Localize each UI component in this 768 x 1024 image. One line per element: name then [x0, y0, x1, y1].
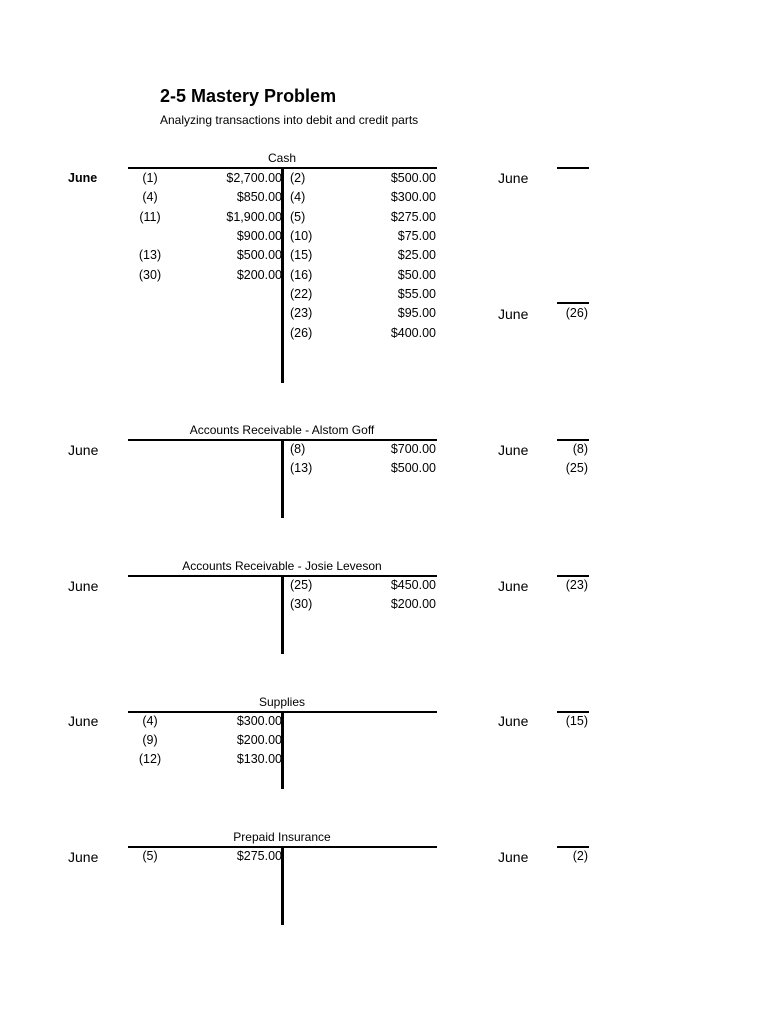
credit-amount: $50.00 [397, 268, 436, 282]
debit-ref: (11) [139, 210, 161, 224]
month-label-right: June [498, 442, 529, 458]
debit-amount: $1,900.00 [226, 210, 282, 224]
debit-amount: $850.00 [236, 190, 282, 204]
month-label: June [68, 442, 99, 458]
debit-ref: (1) [142, 171, 158, 185]
credit-ref: (25) [290, 578, 313, 592]
debit-amount: $2,700.00 [226, 171, 282, 185]
credit-amount: $450.00 [390, 578, 436, 592]
credit-amount: $55.00 [397, 287, 436, 301]
credit-ref: (16) [290, 268, 313, 282]
month-label: June [68, 849, 99, 865]
credit-ref: (2) [290, 171, 306, 185]
month-label-right: June [498, 170, 529, 186]
debit-ref: (9) [142, 733, 158, 747]
right-ref: (15) [565, 714, 588, 728]
t-account-divider [281, 577, 284, 654]
account-title: Cash [267, 151, 296, 165]
credit-amount: $700.00 [390, 442, 436, 456]
debit-ref: (12) [138, 752, 162, 766]
credit-ref: (15) [290, 248, 313, 262]
right-ref: (23) [565, 578, 588, 592]
credit-amount: $300.00 [390, 190, 436, 204]
account-title: Accounts Receivable - Josie Leveson [182, 559, 382, 573]
debit-amount: $300.00 [236, 714, 282, 728]
right-ref: (26) [565, 306, 588, 320]
credit-ref: (26) [290, 326, 313, 340]
month-label-right: June [498, 713, 529, 729]
credit-amount: $25.00 [397, 248, 436, 262]
t-account-divider [281, 441, 284, 518]
page-subtitle: Analyzing transactions into debit and credit parts [160, 113, 419, 127]
credit-amount: $500.00 [390, 171, 436, 185]
month-label-right: June [498, 849, 529, 865]
right-ref: (25) [565, 461, 588, 475]
right-ref: (8) [572, 442, 588, 456]
credit-ref: (5) [290, 210, 306, 224]
credit-ref: (22) [290, 287, 313, 301]
debit-amount: $200.00 [236, 268, 282, 282]
right-t-line [557, 167, 589, 169]
credit-ref: (23) [290, 306, 313, 320]
account-title: Prepaid Insurance [233, 830, 331, 844]
credit-ref: (10) [290, 229, 313, 243]
month-label: June [68, 171, 98, 185]
account-title: Supplies [258, 695, 306, 709]
debit-ref: (5) [142, 849, 158, 863]
month-label: June [68, 578, 99, 594]
month-label-right: June [498, 306, 529, 322]
credit-ref: (4) [290, 190, 306, 204]
credit-amount: $400.00 [390, 326, 436, 340]
month-label: June [68, 713, 99, 729]
credit-amount: $500.00 [390, 461, 436, 475]
credit-ref: (30) [290, 597, 313, 611]
debit-amount: $275.00 [236, 849, 282, 863]
credit-amount: $95.00 [397, 306, 436, 320]
debit-amount: $500.00 [236, 248, 282, 262]
debit-amount: $130.00 [236, 752, 282, 766]
debit-ref: (4) [142, 714, 158, 728]
month-label-right: June [498, 578, 529, 594]
page-title: 2-5 Mastery Problem [160, 86, 337, 106]
debit-ref: (13) [138, 248, 162, 262]
credit-ref: (8) [290, 442, 306, 456]
debit-ref: (4) [142, 190, 158, 204]
credit-amount: $75.00 [397, 229, 436, 243]
account-title: Accounts Receivable - Alstom Goff [189, 423, 375, 437]
debit-amount: $900.00 [236, 229, 282, 243]
credit-ref: (13) [290, 461, 313, 475]
debit-ref: (30) [138, 268, 162, 282]
credit-amount: $200.00 [390, 597, 436, 611]
right-ref: (2) [572, 849, 588, 863]
credit-amount: $275.00 [390, 210, 436, 224]
debit-amount: $200.00 [236, 733, 282, 747]
